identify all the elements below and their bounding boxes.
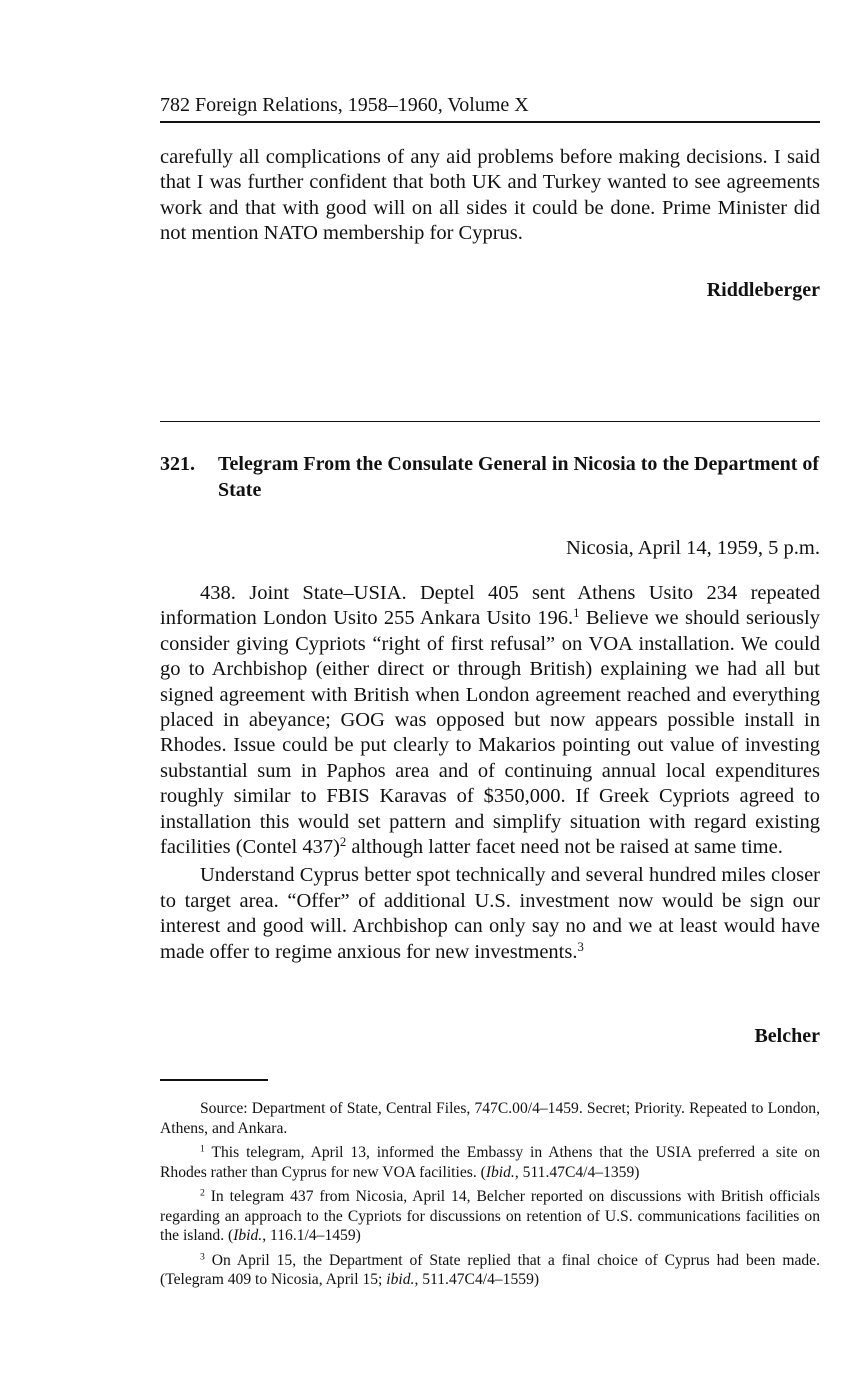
para1-text-b: Believe we should seriously consider giving Cypriots “right of first refusal” on VOA installation. We could go to Archbishop (either direct or through British) explaining we had all but signed agreement with British when London agreement reached and everything placed in abeyance; GOG was opposed but now appears possible install in Rhodes. Issue could be put clearly to Makarios pointing out value of investing substantial sum in Paphos area and of continuing annual local expenditures roughly similar to FBIS Karavas of $350,000. If Greek Cypriots agreed to installation this would set pattern and simplify situation with regard existing facilities (Contel 437) xyxy=(160,607,820,859)
source-note: Source: Department of State, Central Files, 747C.00/4–1459. Secret; Priority. Repeated to London, Athens, and Ankara. xyxy=(160,1100,820,1137)
previous-document-continuation xyxy=(160,145,820,247)
footnote-ref-3: 3 xyxy=(577,939,584,954)
footnotes xyxy=(160,1099,820,1295)
footnote-text: , 511.47C4/4–1559) xyxy=(414,1271,540,1288)
footnote-text: This telegram, April 13, informed the Embassy in Athens that the USIA preferred a site on Rhodes rather than Cyprus for new VOA facilities. ( xyxy=(160,1144,820,1181)
footnote-text: On April 15, the Department of State replied that a final choice of Cyprus had been made. (Telegram 409 to Nicosia, April 15; xyxy=(160,1251,820,1288)
document-number: 321. xyxy=(160,453,195,475)
body-paragraph-1 xyxy=(160,581,820,860)
footnote-ref-1: 1 xyxy=(573,606,580,621)
dateline: Nicosia, April 14, 1959, 5 p.m. xyxy=(566,537,820,559)
footnote-2 xyxy=(160,1187,820,1246)
footnote-text: , 116.1/4–1459) xyxy=(262,1227,361,1244)
footnote-rule xyxy=(160,1079,268,1081)
ibid-citation: Ibid. xyxy=(485,1163,515,1181)
body-paragraph-2 xyxy=(160,863,820,965)
footnote-mark: 2 xyxy=(200,1187,205,1199)
footnote-3 xyxy=(160,1251,820,1290)
para1-text-a: 438. Joint State–USIA. Deptel 405 sent Athens Usito 234 repeated information London Usito 255 Ankara Usito 196. xyxy=(160,582,820,630)
continuation-paragraph: carefully all complications of any aid problems before making decisions. I said that I was further confident that both UK and Turkey wanted to see agreements work and that with good will on all sides it could be done. Prime Minister did not mention NATO membership for Cyprus. xyxy=(160,146,820,245)
footnote-text: In telegram 437 from Nicosia, April 14, Belcher reported on discussions with British officials regarding an approach to the Cypriots for discussions on retention of U.S. communications facilities on the island. ( xyxy=(160,1188,820,1244)
telegram-body xyxy=(160,581,820,965)
ibid-citation: Ibid. xyxy=(233,1227,263,1244)
section-divider xyxy=(160,421,820,422)
document-title: Telegram From the Consulate General in Nicosia to the Department of State xyxy=(218,453,820,501)
footnote-mark: 1 xyxy=(200,1143,205,1155)
footnote-1 xyxy=(160,1143,820,1182)
document-heading xyxy=(160,451,820,503)
footnote-ref-2: 2 xyxy=(339,835,347,850)
footnote-text: , 511.47C4/4–1359) xyxy=(514,1163,640,1181)
signature: Belcher xyxy=(754,1025,820,1047)
previous-signature: Riddleberger xyxy=(706,279,820,301)
running-head: 782 Foreign Relations, 1958–1960, Volume X xyxy=(160,93,820,123)
para2-text: Understand Cyprus better spot technically and several hundred miles closer to target area. “Offer” of additional U.S. investment now would be sign our interest and good will. Archbishop can only say no and we at least would have made offer to regime anxious for new investments. xyxy=(160,864,820,963)
footnote-mark: 3 xyxy=(200,1251,205,1263)
para1-text-c: although latter facet need not be raised at same time. xyxy=(346,836,783,859)
ibid-citation: ibid. xyxy=(386,1271,415,1288)
